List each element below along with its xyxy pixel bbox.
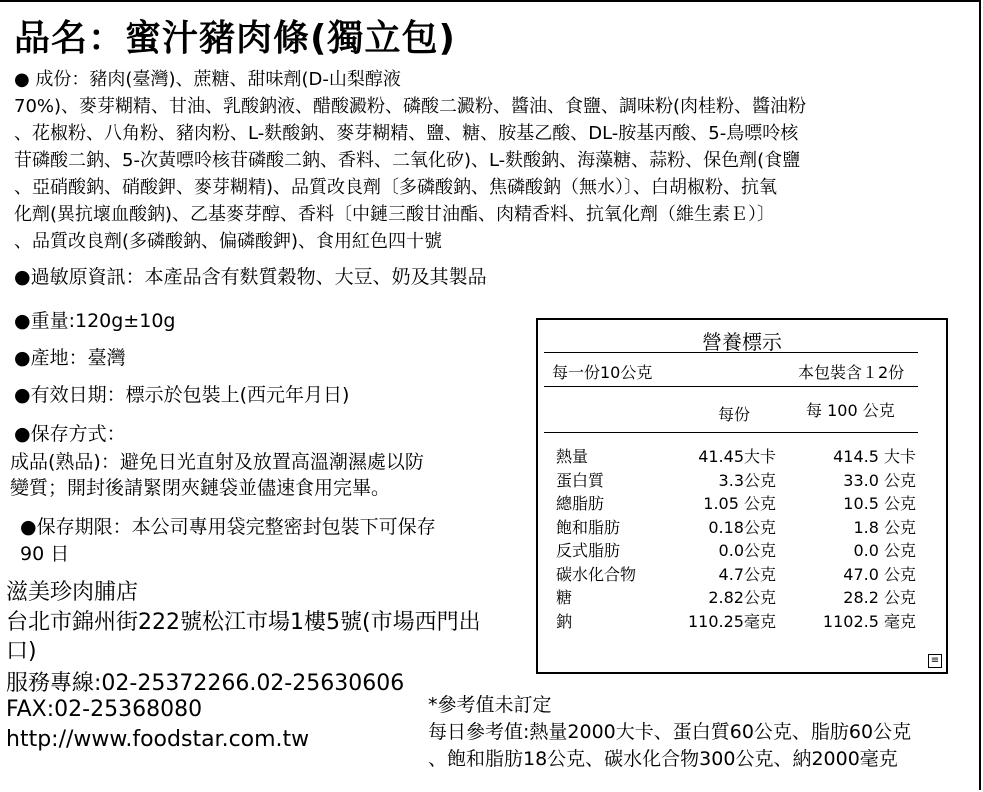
ingredients-line: 、亞硝酸鈉、硝酸鉀、麥芽糊精)、品質改良劑〔多磷酸鈉、焦磷酸鈉（無水）〕、白胡椒粉、抗氧: [14, 177, 778, 198]
per-100g-value: 10.5 公克: [843, 494, 916, 513]
nutrient-row: [538, 585, 946, 609]
address-line: 台北市錦州街222號松江市場1樓5號(市場西門出: [6, 610, 481, 635]
storage-text: 成品(熟品)：避免日光直射及放置高溫潮濕處以防: [10, 451, 424, 473]
per-serving-value: 41.45大卡: [698, 447, 776, 466]
nutrition-title: 營養標示: [702, 330, 782, 354]
nutrient-name: 反式脂肪: [556, 541, 621, 560]
per-serving-value: 3.3公克: [718, 470, 776, 490]
nutrient-name: 蛋白質: [556, 470, 605, 490]
shelf-life-info: ●保存期限：本公司專用袋完整密封包裝下可保存: [20, 516, 436, 538]
nutrient-name: 熱量: [556, 447, 589, 466]
fax-line: FAX:02-25368080: [6, 697, 203, 722]
per-serving-value: 1.05 公克: [703, 494, 776, 513]
reference-note: *參考值未訂定: [428, 694, 552, 716]
company-name: 滋美珍肉脯店: [6, 580, 139, 605]
per-serving-value: 4.7公克: [718, 564, 776, 584]
per-100g-value: 414.5 大卡: [833, 447, 916, 466]
nutrient-name: 糖: [556, 588, 573, 607]
ingredients-line: 70%)、麥芽糊精、甘油、乳酸鈉液、醋酸澱粉、磷酸二澱粉、醬油、食鹽、調味粉(肉桂粉、醬油粉: [14, 96, 807, 117]
ingredients-line: 苷磷酸二鈉、5-次黃嘌呤核苷磷酸二鈉、香料、二氧化矽)、L-麩酸鈉、海藻糖、蒜粉、保色劑(食鹽: [14, 150, 801, 171]
nutrient-row: [538, 515, 946, 539]
per-100g-value: 33.0 公克: [843, 470, 916, 490]
storage-text: 變質；開封後請緊閉夾鏈袋並儘速食用完畢。: [10, 477, 391, 499]
nutrient-name: 碳水化合物: [556, 564, 637, 584]
per-serving-value: 2.82公克: [708, 588, 776, 607]
nutrient-name: 飽和脂肪: [556, 517, 621, 537]
servings-per-package: 本包裝含１2份: [798, 363, 905, 382]
expiry-info: ●有效日期：標示於包裝上(西元年月日): [14, 384, 350, 406]
ingredients-line: 、品質改良劑(多磷酸鈉、偏磷酸鉀)、食用紅色四十號: [14, 231, 443, 252]
daily-reference: 每日參考值:熱量2000大卡、蛋白質60公克、脂肪60公克: [428, 721, 912, 743]
ingredients-line: 化劑(異抗壞血酸鈉)、乙基麥芽醇、香料〔中鏈三酸甘油酯、肉精香料、抗氧化劑（維生素Ｅ）〕: [14, 204, 776, 225]
weight-info: ●重量:120g±10g: [14, 310, 176, 332]
divider: [544, 352, 918, 353]
product-title: 品名：蜜汁豬肉條(獨立包): [14, 18, 456, 59]
per-100g-value: 47.0 公克: [843, 564, 916, 584]
nutrient-name: 鈉: [556, 611, 573, 631]
divider: [544, 386, 918, 387]
per-100g-value: 0.0 公克: [853, 541, 916, 560]
per-100g-value: 1.8 公克: [853, 517, 916, 537]
phone-line: 服務專線:02-25372266.02-25630606: [6, 671, 405, 696]
nutrition-facts-panel: [536, 318, 948, 674]
nutrient-row: [538, 562, 946, 586]
nutrient-name: 總脂肪: [556, 494, 605, 513]
storage-title: ●保存方式：: [14, 423, 126, 445]
per-serving-value: 0.0公克: [718, 541, 776, 560]
nutrient-row: [538, 468, 946, 492]
per-serving-value: 0.18公克: [708, 517, 776, 537]
per-100g-value: 1102.5 毫克: [822, 611, 916, 631]
ingredients-line: 、花椒粉、八角粉、豬肉粉、L-麩酸鈉、麥芽糊精、鹽、糖、胺基乙酸、DL-胺基丙酸、5-鳥嘌呤核: [14, 123, 799, 144]
table-handle-icon: ≡: [928, 654, 942, 668]
nutrient-row: [538, 609, 946, 633]
daily-reference: 、飽和脂肪18公克、碳水化合物300公克、納2000毫克: [428, 748, 898, 770]
serving-size: 每一份10公克: [552, 363, 653, 382]
per-serving-header: 每份: [718, 405, 751, 424]
per-serving-value: 110.25毫克: [688, 611, 776, 631]
per-100g-value: 28.2 公克: [843, 588, 916, 607]
origin-info: ●產地：臺灣: [14, 347, 126, 369]
allergen-info: ●過敏原資訊：本產品含有麩質穀物、大豆、奶及其製品: [14, 266, 487, 288]
website-link[interactable]: http://www.foodstar.com.tw: [6, 727, 310, 752]
address-line: 口): [6, 639, 37, 664]
nutrient-row: [538, 444, 946, 468]
per-100g-header: 每 100 公克: [806, 401, 895, 420]
nutrient-row: [538, 538, 946, 562]
ingredients-line: ● 成份：豬肉(臺灣)、蔗糖、甜味劑(D-山梨醇液: [14, 69, 401, 90]
ingredients-block: [14, 66, 954, 255]
nutrient-row: [538, 491, 946, 515]
shelf-life-days: 90 日: [20, 543, 70, 565]
divider: [544, 432, 918, 433]
